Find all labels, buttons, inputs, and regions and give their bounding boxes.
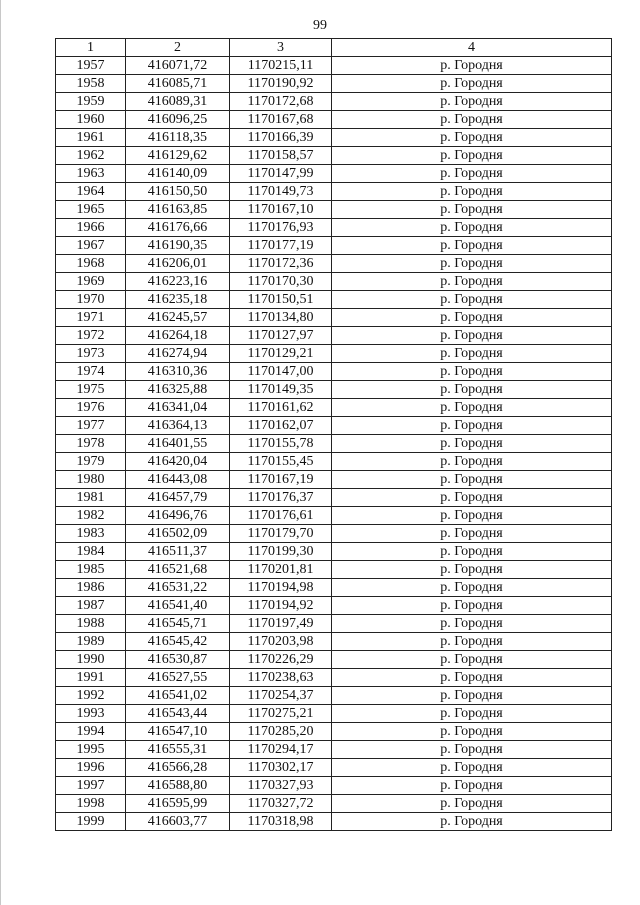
header-cell-point-number: 1 xyxy=(56,39,126,57)
cell-object: р. Городня xyxy=(332,75,612,93)
cell-y-coordinate: 1170318,98 xyxy=(230,813,332,831)
cell-object: р. Городня xyxy=(332,759,612,777)
cell-point-number: 1988 xyxy=(56,615,126,633)
cell-object: р. Городня xyxy=(332,525,612,543)
cell-y-coordinate: 1170176,37 xyxy=(230,489,332,507)
cell-y-coordinate: 1170149,73 xyxy=(230,183,332,201)
cell-x-coordinate: 416547,10 xyxy=(126,723,230,741)
cell-y-coordinate: 1170147,00 xyxy=(230,363,332,381)
cell-object: р. Городня xyxy=(332,183,612,201)
cell-point-number: 1979 xyxy=(56,453,126,471)
cell-point-number: 1971 xyxy=(56,309,126,327)
cell-x-coordinate: 416341,04 xyxy=(126,399,230,417)
cell-x-coordinate: 416071,72 xyxy=(126,57,230,75)
cell-point-number: 1984 xyxy=(56,543,126,561)
table-row xyxy=(56,345,612,363)
cell-y-coordinate: 1170254,37 xyxy=(230,687,332,705)
cell-point-number: 1990 xyxy=(56,651,126,669)
cell-point-number: 1997 xyxy=(56,777,126,795)
table-row xyxy=(56,597,612,615)
table-row xyxy=(56,417,612,435)
table-row xyxy=(56,579,612,597)
table-row xyxy=(56,489,612,507)
cell-point-number: 1960 xyxy=(56,111,126,129)
cell-object: р. Городня xyxy=(332,129,612,147)
table-row xyxy=(56,75,612,93)
cell-y-coordinate: 1170177,19 xyxy=(230,237,332,255)
cell-y-coordinate: 1170275,21 xyxy=(230,705,332,723)
cell-x-coordinate: 416129,62 xyxy=(126,147,230,165)
table-row xyxy=(56,453,612,471)
cell-x-coordinate: 416245,57 xyxy=(126,309,230,327)
cell-y-coordinate: 1170161,62 xyxy=(230,399,332,417)
table-row xyxy=(56,291,612,309)
cell-x-coordinate: 416511,37 xyxy=(126,543,230,561)
cell-y-coordinate: 1170176,93 xyxy=(230,219,332,237)
cell-y-coordinate: 1170199,30 xyxy=(230,543,332,561)
table-row xyxy=(56,615,612,633)
cell-x-coordinate: 416541,40 xyxy=(126,597,230,615)
cell-point-number: 1959 xyxy=(56,93,126,111)
cell-point-number: 1998 xyxy=(56,795,126,813)
cell-point-number: 1977 xyxy=(56,417,126,435)
table-row xyxy=(56,363,612,381)
cell-point-number: 1994 xyxy=(56,723,126,741)
cell-x-coordinate: 416206,01 xyxy=(126,255,230,273)
cell-x-coordinate: 416089,31 xyxy=(126,93,230,111)
cell-object: р. Городня xyxy=(332,543,612,561)
cell-x-coordinate: 416502,09 xyxy=(126,525,230,543)
cell-object: р. Городня xyxy=(332,111,612,129)
cell-object: р. Городня xyxy=(332,57,612,75)
table-row xyxy=(56,255,612,273)
table-row xyxy=(56,651,612,669)
table-row xyxy=(56,93,612,111)
cell-object: р. Городня xyxy=(332,345,612,363)
table-row xyxy=(56,471,612,489)
cell-object: р. Городня xyxy=(332,219,612,237)
cell-object: р. Городня xyxy=(332,669,612,687)
cell-y-coordinate: 1170197,49 xyxy=(230,615,332,633)
table-row xyxy=(56,57,612,75)
cell-object: р. Городня xyxy=(332,435,612,453)
cell-x-coordinate: 416588,80 xyxy=(126,777,230,795)
cell-x-coordinate: 416541,02 xyxy=(126,687,230,705)
cell-x-coordinate: 416566,28 xyxy=(126,759,230,777)
header-row xyxy=(56,39,612,57)
cell-y-coordinate: 1170147,99 xyxy=(230,165,332,183)
cell-object: р. Городня xyxy=(332,147,612,165)
cell-object: р. Городня xyxy=(332,291,612,309)
cell-y-coordinate: 1170150,51 xyxy=(230,291,332,309)
cell-point-number: 1962 xyxy=(56,147,126,165)
table-row xyxy=(56,687,612,705)
table-row xyxy=(56,111,612,129)
table-row xyxy=(56,561,612,579)
cell-y-coordinate: 1170201,81 xyxy=(230,561,332,579)
cell-point-number: 1987 xyxy=(56,597,126,615)
cell-object: р. Городня xyxy=(332,723,612,741)
cell-y-coordinate: 1170134,80 xyxy=(230,309,332,327)
cell-y-coordinate: 1170149,35 xyxy=(230,381,332,399)
cell-point-number: 1963 xyxy=(56,165,126,183)
cell-object: р. Городня xyxy=(332,471,612,489)
table-row xyxy=(56,147,612,165)
cell-x-coordinate: 416310,36 xyxy=(126,363,230,381)
cell-y-coordinate: 1170215,11 xyxy=(230,57,332,75)
cell-object: р. Городня xyxy=(332,597,612,615)
cell-y-coordinate: 1170194,92 xyxy=(230,597,332,615)
table-row xyxy=(56,525,612,543)
cell-y-coordinate: 1170203,98 xyxy=(230,633,332,651)
cell-object: р. Городня xyxy=(332,507,612,525)
table-row xyxy=(56,183,612,201)
cell-point-number: 1957 xyxy=(56,57,126,75)
cell-x-coordinate: 416555,31 xyxy=(126,741,230,759)
cell-object: р. Городня xyxy=(332,273,612,291)
header-cell-object: 4 xyxy=(332,39,612,57)
cell-point-number: 1970 xyxy=(56,291,126,309)
cell-x-coordinate: 416176,66 xyxy=(126,219,230,237)
cell-x-coordinate: 416140,09 xyxy=(126,165,230,183)
cell-object: р. Городня xyxy=(332,309,612,327)
table-body xyxy=(56,57,612,831)
cell-object: р. Городня xyxy=(332,813,612,831)
cell-object: р. Городня xyxy=(332,327,612,345)
cell-point-number: 1980 xyxy=(56,471,126,489)
cell-object: р. Городня xyxy=(332,633,612,651)
cell-point-number: 1996 xyxy=(56,759,126,777)
cell-x-coordinate: 416163,85 xyxy=(126,201,230,219)
cell-y-coordinate: 1170127,97 xyxy=(230,327,332,345)
cell-object: р. Городня xyxy=(332,561,612,579)
cell-x-coordinate: 416595,99 xyxy=(126,795,230,813)
cell-point-number: 1995 xyxy=(56,741,126,759)
table-row xyxy=(56,723,612,741)
cell-y-coordinate: 1170190,92 xyxy=(230,75,332,93)
cell-object: р. Городня xyxy=(332,777,612,795)
table-header xyxy=(56,39,612,57)
cell-point-number: 1972 xyxy=(56,327,126,345)
cell-y-coordinate: 1170327,72 xyxy=(230,795,332,813)
cell-x-coordinate: 416274,94 xyxy=(126,345,230,363)
cell-y-coordinate: 1170158,57 xyxy=(230,147,332,165)
cell-y-coordinate: 1170166,39 xyxy=(230,129,332,147)
cell-y-coordinate: 1170226,29 xyxy=(230,651,332,669)
cell-y-coordinate: 1170327,93 xyxy=(230,777,332,795)
cell-x-coordinate: 416118,35 xyxy=(126,129,230,147)
cell-y-coordinate: 1170172,68 xyxy=(230,93,332,111)
cell-point-number: 1961 xyxy=(56,129,126,147)
table-row xyxy=(56,633,612,651)
cell-object: р. Городня xyxy=(332,93,612,111)
cell-y-coordinate: 1170294,17 xyxy=(230,741,332,759)
cell-object: р. Городня xyxy=(332,741,612,759)
header-cell-y-coordinate: 3 xyxy=(230,39,332,57)
table-row xyxy=(56,777,612,795)
cell-object: р. Городня xyxy=(332,381,612,399)
cell-point-number: 1978 xyxy=(56,435,126,453)
cell-object: р. Городня xyxy=(332,363,612,381)
cell-object: р. Городня xyxy=(332,795,612,813)
cell-object: р. Городня xyxy=(332,399,612,417)
cell-y-coordinate: 1170167,19 xyxy=(230,471,332,489)
cell-y-coordinate: 1170162,07 xyxy=(230,417,332,435)
cell-y-coordinate: 1170167,10 xyxy=(230,201,332,219)
cell-point-number: 1968 xyxy=(56,255,126,273)
cell-y-coordinate: 1170179,70 xyxy=(230,525,332,543)
table-row xyxy=(56,399,612,417)
cell-x-coordinate: 416085,71 xyxy=(126,75,230,93)
cell-object: р. Городня xyxy=(332,237,612,255)
cell-y-coordinate: 1170172,36 xyxy=(230,255,332,273)
cell-x-coordinate: 416150,50 xyxy=(126,183,230,201)
cell-point-number: 1981 xyxy=(56,489,126,507)
cell-x-coordinate: 416096,25 xyxy=(126,111,230,129)
cell-x-coordinate: 416543,44 xyxy=(126,705,230,723)
table-row xyxy=(56,543,612,561)
cell-x-coordinate: 416420,04 xyxy=(126,453,230,471)
table-row xyxy=(56,435,612,453)
cell-x-coordinate: 416190,35 xyxy=(126,237,230,255)
table-row xyxy=(56,129,612,147)
cell-y-coordinate: 1170302,17 xyxy=(230,759,332,777)
table-row xyxy=(56,327,612,345)
table-row xyxy=(56,273,612,291)
cell-point-number: 1985 xyxy=(56,561,126,579)
cell-object: р. Городня xyxy=(332,705,612,723)
cell-y-coordinate: 1170155,45 xyxy=(230,453,332,471)
table-row xyxy=(56,705,612,723)
cell-object: р. Городня xyxy=(332,201,612,219)
table-row xyxy=(56,381,612,399)
cell-point-number: 1982 xyxy=(56,507,126,525)
cell-x-coordinate: 416545,71 xyxy=(126,615,230,633)
cell-object: р. Городня xyxy=(332,651,612,669)
cell-point-number: 1993 xyxy=(56,705,126,723)
cell-y-coordinate: 1170285,20 xyxy=(230,723,332,741)
cell-x-coordinate: 416264,18 xyxy=(126,327,230,345)
cell-y-coordinate: 1170238,63 xyxy=(230,669,332,687)
cell-point-number: 1969 xyxy=(56,273,126,291)
cell-point-number: 1983 xyxy=(56,525,126,543)
coordinates-table xyxy=(55,38,612,831)
table-row xyxy=(56,201,612,219)
table-row xyxy=(56,741,612,759)
table-row xyxy=(56,795,612,813)
cell-point-number: 1965 xyxy=(56,201,126,219)
table-row xyxy=(56,237,612,255)
cell-x-coordinate: 416531,22 xyxy=(126,579,230,597)
cell-object: р. Городня xyxy=(332,255,612,273)
table-row xyxy=(56,309,612,327)
page-left-edge xyxy=(0,0,1,905)
cell-y-coordinate: 1170194,98 xyxy=(230,579,332,597)
cell-point-number: 1992 xyxy=(56,687,126,705)
header-cell-x-coordinate: 2 xyxy=(126,39,230,57)
cell-x-coordinate: 416223,16 xyxy=(126,273,230,291)
cell-x-coordinate: 416527,55 xyxy=(126,669,230,687)
cell-y-coordinate: 1170155,78 xyxy=(230,435,332,453)
cell-object: р. Городня xyxy=(332,579,612,597)
table-row xyxy=(56,507,612,525)
cell-point-number: 1974 xyxy=(56,363,126,381)
cell-object: р. Городня xyxy=(332,165,612,183)
cell-object: р. Городня xyxy=(332,453,612,471)
cell-x-coordinate: 416603,77 xyxy=(126,813,230,831)
cell-x-coordinate: 416401,55 xyxy=(126,435,230,453)
cell-point-number: 1966 xyxy=(56,219,126,237)
cell-object: р. Городня xyxy=(332,687,612,705)
table-row xyxy=(56,165,612,183)
cell-point-number: 1976 xyxy=(56,399,126,417)
page-number: 99 xyxy=(313,18,327,33)
cell-point-number: 1975 xyxy=(56,381,126,399)
cell-x-coordinate: 416364,13 xyxy=(126,417,230,435)
cell-point-number: 1958 xyxy=(56,75,126,93)
cell-x-coordinate: 416530,87 xyxy=(126,651,230,669)
cell-y-coordinate: 1170176,61 xyxy=(230,507,332,525)
cell-x-coordinate: 416235,18 xyxy=(126,291,230,309)
cell-x-coordinate: 416325,88 xyxy=(126,381,230,399)
cell-point-number: 1991 xyxy=(56,669,126,687)
cell-x-coordinate: 416521,68 xyxy=(126,561,230,579)
cell-point-number: 1999 xyxy=(56,813,126,831)
cell-object: р. Городня xyxy=(332,489,612,507)
table-row xyxy=(56,813,612,831)
cell-y-coordinate: 1170167,68 xyxy=(230,111,332,129)
cell-x-coordinate: 416545,42 xyxy=(126,633,230,651)
table-row xyxy=(56,669,612,687)
cell-point-number: 1964 xyxy=(56,183,126,201)
cell-point-number: 1967 xyxy=(56,237,126,255)
cell-x-coordinate: 416457,79 xyxy=(126,489,230,507)
cell-point-number: 1989 xyxy=(56,633,126,651)
cell-y-coordinate: 1170170,30 xyxy=(230,273,332,291)
table-row xyxy=(56,219,612,237)
cell-point-number: 1973 xyxy=(56,345,126,363)
cell-object: р. Городня xyxy=(332,417,612,435)
table-row xyxy=(56,759,612,777)
cell-x-coordinate: 416496,76 xyxy=(126,507,230,525)
cell-y-coordinate: 1170129,21 xyxy=(230,345,332,363)
cell-object: р. Городня xyxy=(332,615,612,633)
cell-x-coordinate: 416443,08 xyxy=(126,471,230,489)
cell-point-number: 1986 xyxy=(56,579,126,597)
